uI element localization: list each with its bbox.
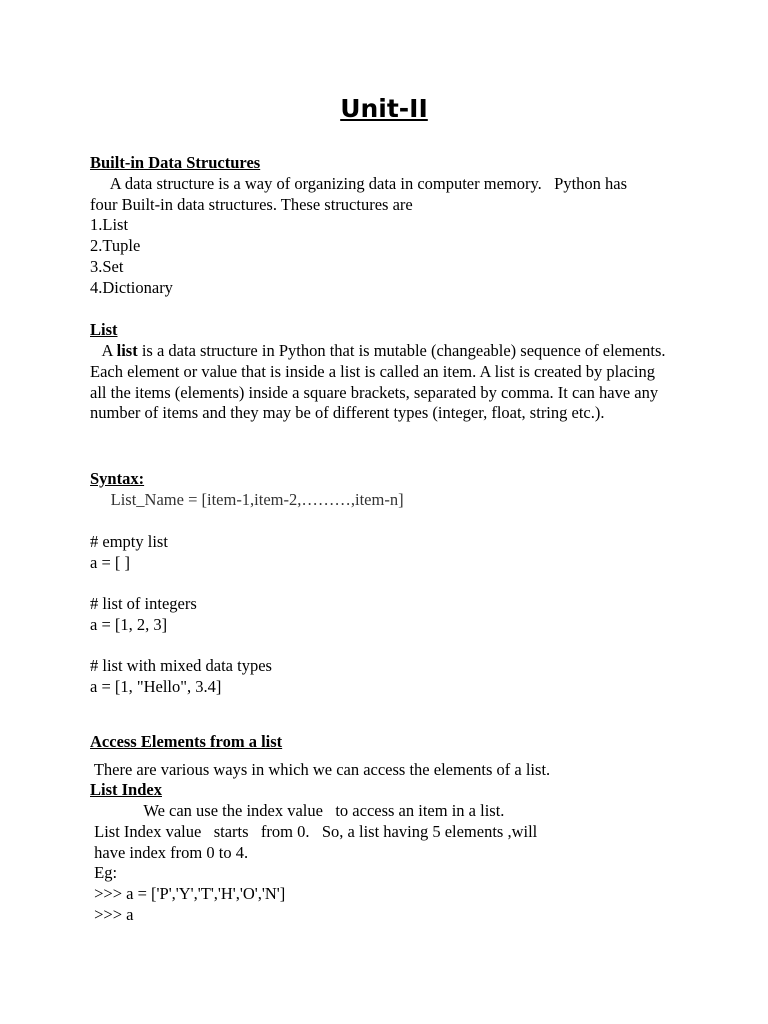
- page-title: Unit-II: [340, 94, 428, 123]
- intro-line-1: A data structure is a way of organizing data in computer memory. Python has: [90, 174, 628, 193]
- list-item: 2.Tuple: [90, 236, 141, 255]
- example-comment: # list of integers: [90, 594, 197, 613]
- list-item: 1.List: [90, 215, 129, 234]
- list-description-bold: list: [116, 341, 138, 360]
- example-code: a = [ ]: [90, 553, 130, 572]
- intro-line-2: four Built-in data structures. These structures are: [90, 195, 413, 214]
- syntax-heading: Syntax:: [90, 469, 145, 488]
- example-code: a = [1, 2, 3]: [90, 615, 168, 634]
- section-heading-list: List: [90, 320, 118, 339]
- syntax-line: List_Name = [item-1,item-2,………,item-n]: [90, 490, 404, 509]
- list-description-lead: A: [90, 341, 117, 360]
- access-line-5: >>> a = ['P','Y','T','H','O','N']: [90, 884, 286, 903]
- example-comment: # list with mixed data types: [90, 656, 272, 675]
- example-comment: # empty list: [90, 532, 168, 551]
- access-line-6: >>> a: [90, 905, 134, 924]
- access-line-4: Eg:: [90, 863, 118, 882]
- list-description: [90, 341, 670, 424]
- list-item: 4.Dictionary: [90, 278, 173, 297]
- section-heading-builtin: Built-in Data Structures: [90, 153, 261, 172]
- example-code: a = [1, "Hello", 3.4]: [90, 677, 222, 696]
- access-line-2: List Index value starts from 0. So, a list having 5 elements ,will: [90, 822, 538, 841]
- access-line-1: We can use the index value to access an item in a list.: [90, 801, 505, 820]
- list-item: 3.Set: [90, 257, 124, 276]
- list-index-heading: List Index: [90, 780, 162, 799]
- access-line-3: have index from 0 to 4.: [90, 843, 249, 862]
- list-description-rest: is a data structure in Python that is mutable (changeable) sequence of elements. Each element or value that is inside a list is called an item. A list is created by placing all the items (elements) inside a square brackets, separated by comma. It can have any number of items and they may be of different types (integer, float, string etc.).: [90, 341, 666, 423]
- access-heading: Access Elements from a list: [90, 732, 283, 751]
- access-intro: There are various ways in which we can access the elements of a list.: [90, 760, 551, 779]
